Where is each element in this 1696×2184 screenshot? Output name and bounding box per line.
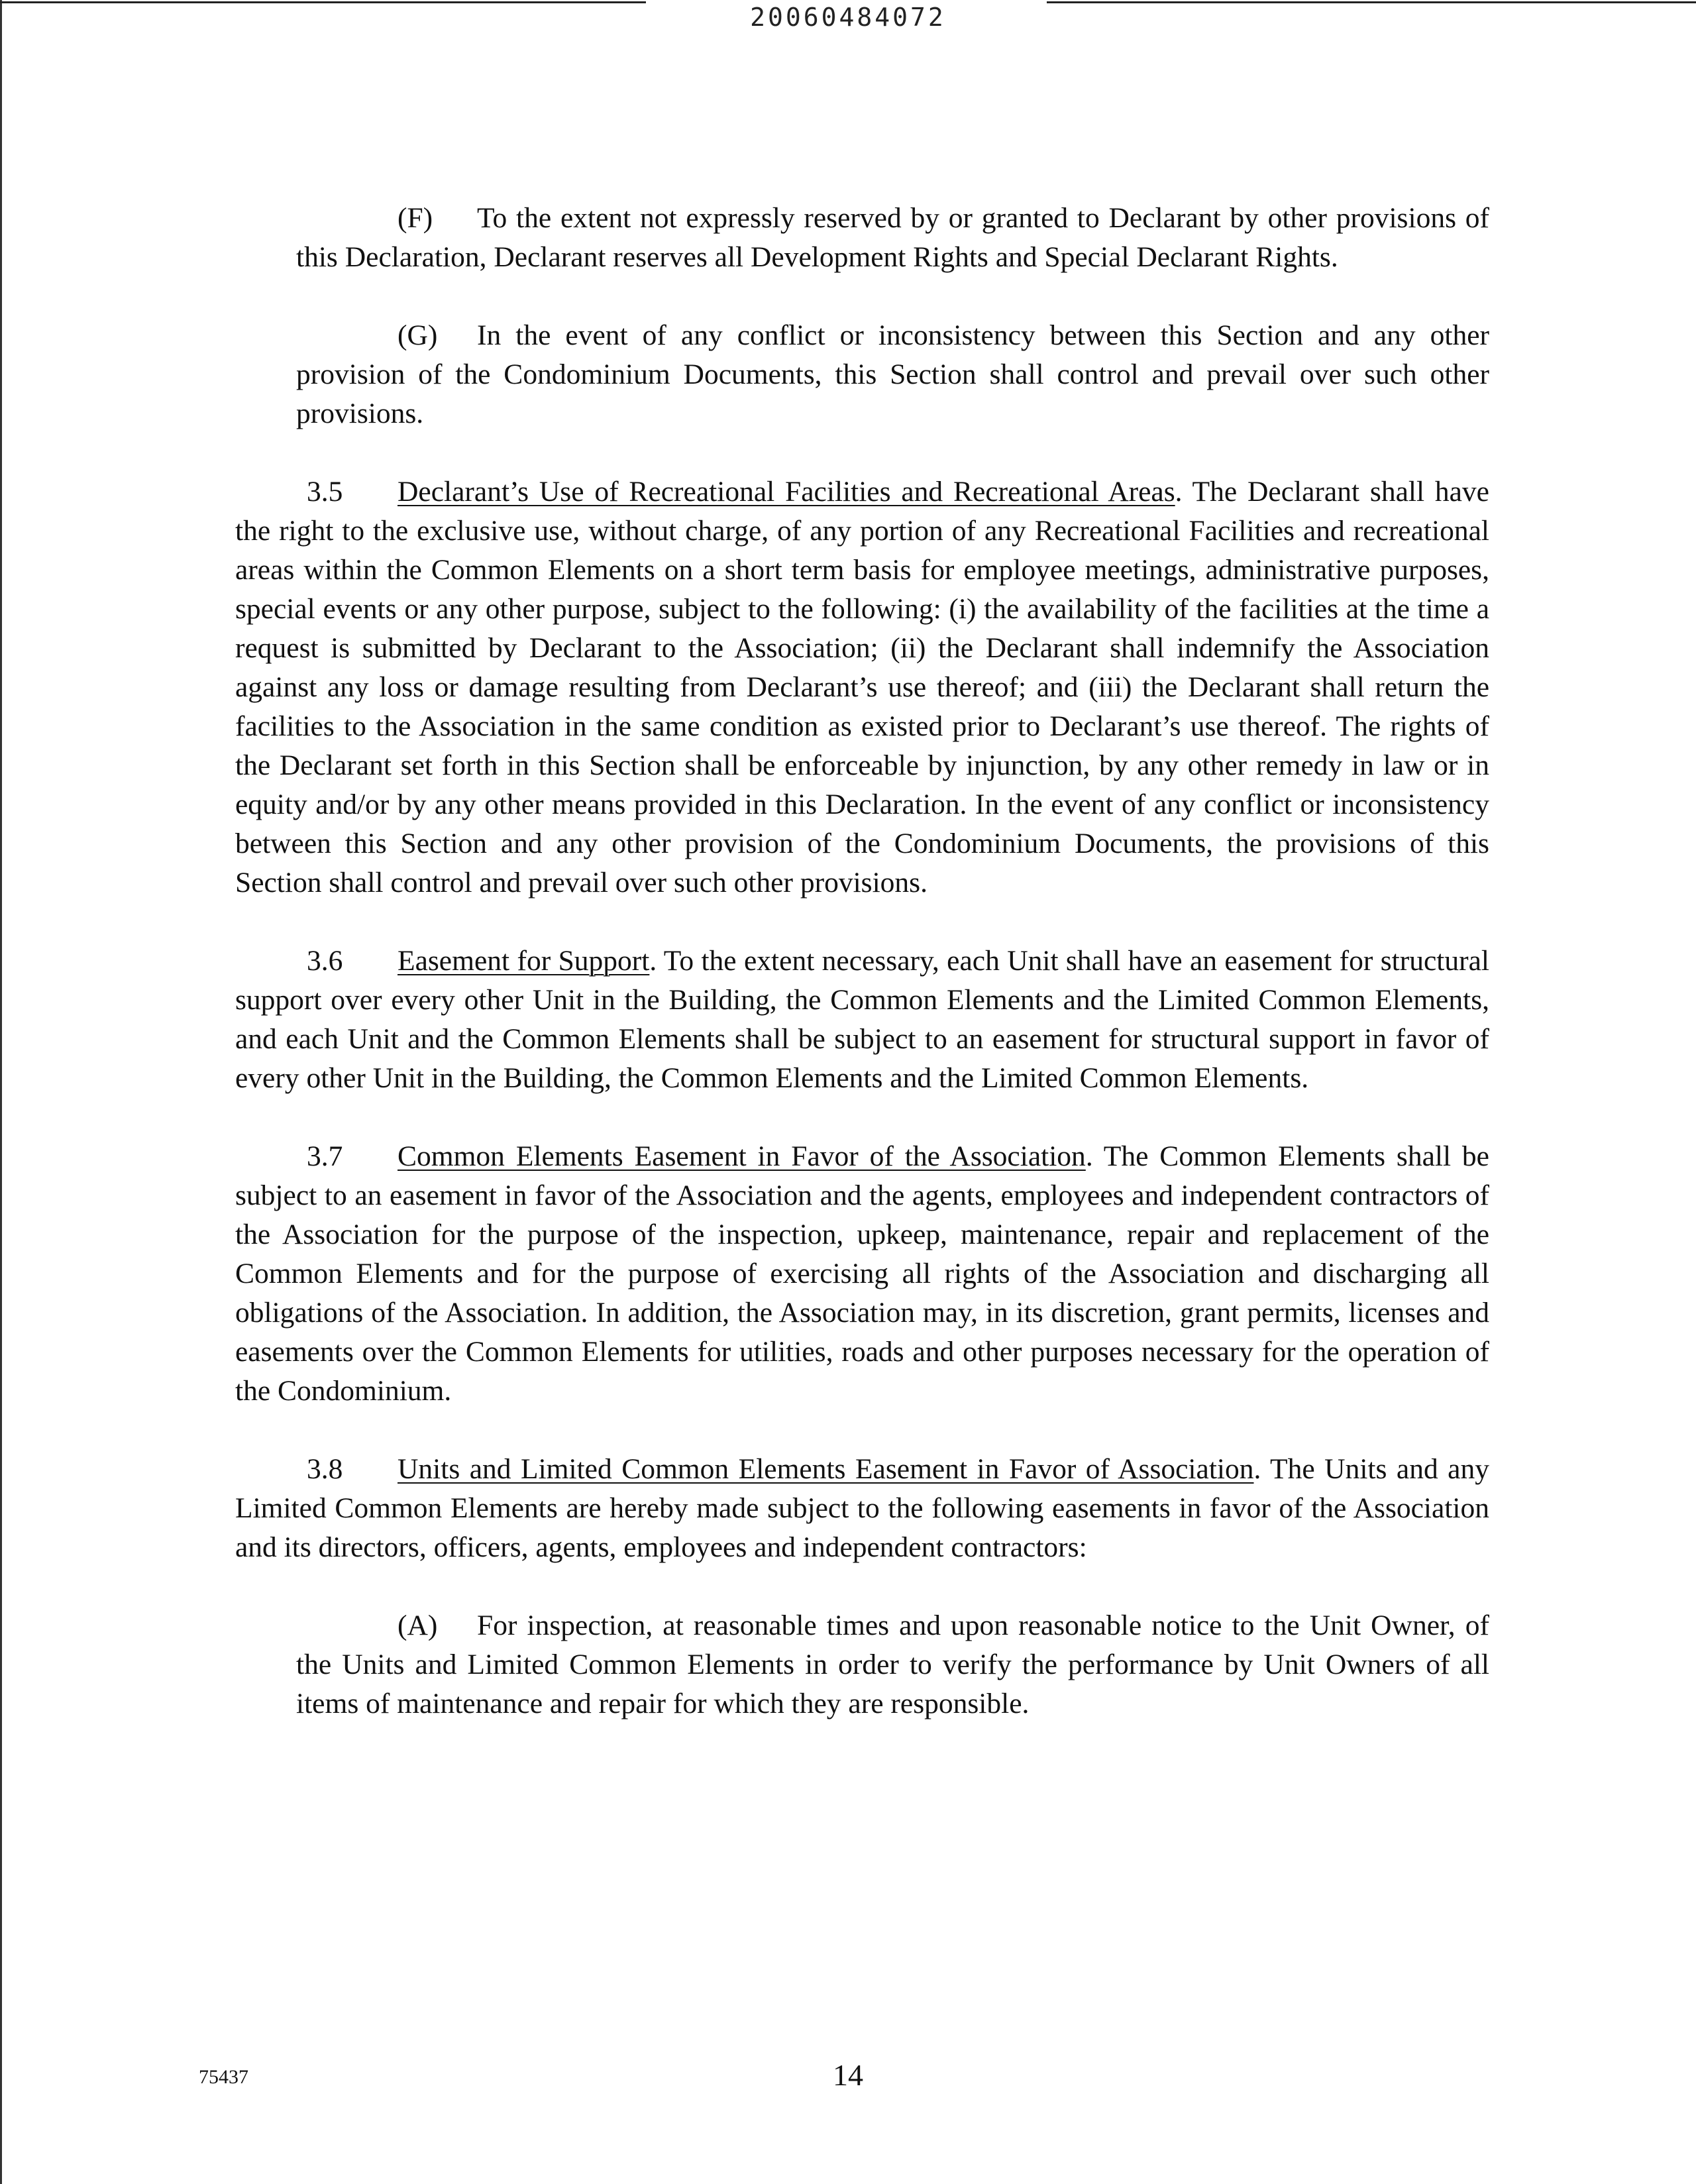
section-3-6-number: 3.6	[307, 945, 343, 977]
section-3-5-heading: Declarant’s Use of Recreational Facilities and Recreational Areas	[398, 476, 1175, 508]
paragraph-g-label: (G)	[398, 319, 438, 351]
section-3-7-text: . The Common Elements shall be subject to an easement in favor of the Association and the agents, employees and independent contractors of the Association for the purpose of the inspection, upkeep, maintenance, repair and replacement of the Common Elements and for the purpose of exercising all rights of the Association and discharging all obligations of the Association. In addition, the Association may, in its discretion, grant permits, licenses and easements over the Common Elements for utilities, roads and other purposes necessary for the operation of the Condominium.	[235, 1140, 1489, 1407]
section-3-8-heading: Units and Limited Common Elements Easement in Favor of Association	[398, 1453, 1254, 1485]
section-3-5-text: . The Declarant shall have the right to the exclusive use, without charge, of any portion of any Recreational Facilities and recreational areas within the Common Elements on a short term basis for employee meetings, administrative purposes, special events or any other purpose, subject to the following: (i) the availability of the facilities at the time a request is submitted by Declarant to the Association; (ii) the Declarant shall indemnify the Association against any loss or damage resulting from Declarant’s use thereof; and (iii) the Declarant shall return the facilities to the Association in the same condition as existed prior to Declarant’s use thereof. The rights of the Declarant set forth in this Section shall be enforceable by injunction, by any other remedy in law or in equity and/or by any other means provided in this Declaration. In the event of any conflict or inconsistency between this Section and any other provision of the Condominium Documents, the provisions of this Section shall control and prevail over such other provisions.	[235, 476, 1489, 899]
scan-left-edge	[0, 0, 2, 2184]
document-body	[235, 199, 1489, 1763]
paragraph-g-text: In the event of any conflict or inconsistency between this Section and any other provision of the Condominium Documents, this Section shall control and prevail over such other provisions.	[296, 319, 1489, 429]
section-3-7-heading: Common Elements Easement in Favor of the Association	[398, 1140, 1086, 1172]
section-3-7	[235, 1137, 1489, 1411]
paragraph-a-text: For inspection, at reasonable times and upon reasonable notice to the Unit Owner, of the Units and Limited Common Elements in order to verify the performance by Unit Owners of all items of maintenance and repair for which they are responsible.	[296, 1610, 1489, 1720]
section-3-8-text: . The Units and any Limited Common Elements are hereby made subject to the following easements in favor of the Association and its directors, officers, agents, employees and independent contractors:	[235, 1453, 1489, 1563]
section-3-6	[235, 942, 1489, 1098]
paragraph-a-label: (A)	[398, 1610, 438, 1641]
paragraph-g	[296, 316, 1489, 433]
paragraph-f-text: To the extent not expressly reserved by or granted to Declarant by other provisions of this Declaration, Declarant reserves all Development Rights and Special Declarant Rights.	[296, 202, 1489, 273]
paragraph-a	[296, 1606, 1489, 1723]
section-3-6-text: . To the extent necessary, each Unit shall have an easement for structural support over every other Unit in the Building, the Common Elements and the Limited Common Elements, and each Unit and the Common Elements shall be subject to an easement for structural support in favor of every other Unit in the Building, the Common Elements and the Limited Common Elements.	[235, 945, 1489, 1094]
section-3-8-number: 3.8	[307, 1453, 343, 1485]
section-3-6-heading: Easement for Support	[398, 945, 650, 977]
section-3-7-number: 3.7	[307, 1140, 343, 1172]
document-number: 20060484072	[750, 3, 946, 32]
section-3-8	[235, 1450, 1489, 1567]
footer-document-id: 75437	[199, 2066, 248, 2088]
page-number: 14	[833, 2058, 863, 2092]
section-3-5	[235, 472, 1489, 902]
paragraph-f-label: (F)	[398, 202, 433, 234]
section-3-5-number: 3.5	[307, 476, 343, 508]
paragraph-f	[296, 199, 1489, 277]
